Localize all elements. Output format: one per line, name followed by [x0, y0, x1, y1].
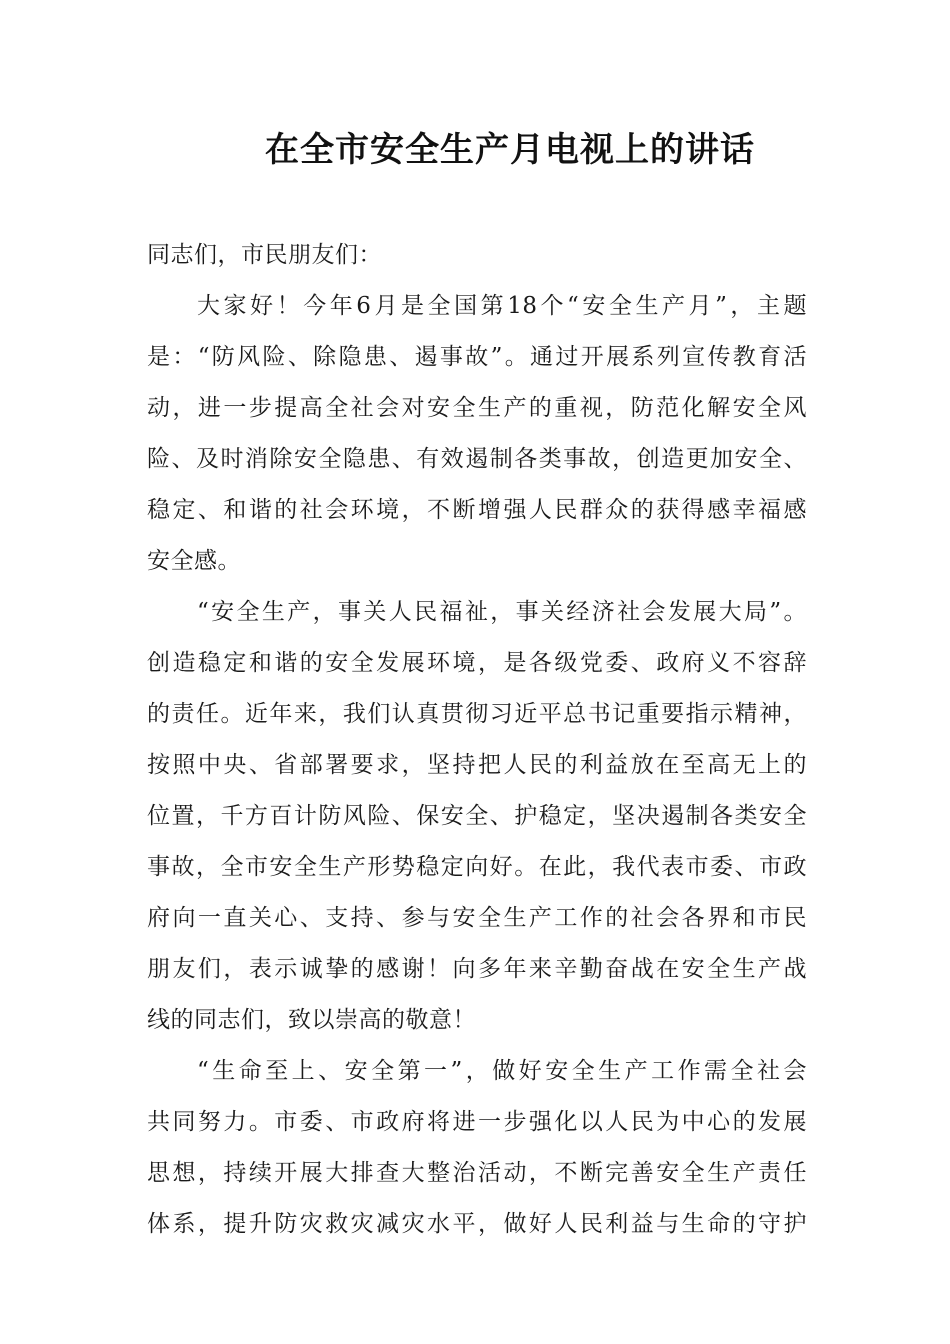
- paragraph-2-line-4: 按照中央、省部署要求，坚持把人民的利益放在至高无上的: [147, 752, 807, 778]
- paragraph-3-line-2: 共同努力。市委、市政府将进一步强化以人民为中心的发展: [147, 1109, 807, 1135]
- paragraph-3-line-3: 思想，持续开展大排查大整治活动，不断完善安全生产责任: [147, 1160, 807, 1186]
- paragraph-2-line-5: 位置，千方百计防风险、保安全、护稳定，坚决遏制各类安全: [147, 803, 807, 829]
- paragraph-2-line-3: 的责任。近年来，我们认真贯彻习近平总书记重要指示精神，: [147, 701, 807, 727]
- paragraph-2-line-9: 线的同志们，致以崇高的敬意！: [147, 1007, 476, 1033]
- paragraph-2-line-1: “安全生产，事关人民福祉，事关经济社会发展大局”。: [197, 599, 807, 625]
- paragraph-3-line-1: “生命至上、安全第一”，做好安全生产工作需全社会: [197, 1058, 807, 1084]
- document-title: 在全市安全生产月电视上的讲话: [265, 130, 755, 170]
- paragraph-1-line-4: 险、及时消除安全隐患、有效遏制各类事故，创造更加安全、: [147, 446, 807, 472]
- paragraph-2-line-2: 创造稳定和谐的安全发展环境，是各级党委、政府义不容辞: [147, 650, 807, 676]
- paragraph-1-line-6: 安全感。: [147, 548, 241, 574]
- paragraph-3-line-4: 体系，提升防灾救灾减灾水平，做好人民利益与生命的守护: [147, 1211, 807, 1237]
- paragraph-1-line-1: 大家好！今年6月是全国第18个“安全生产月”，主题: [197, 293, 807, 319]
- paragraph-2-line-8: 朋友们，表示诚挚的感谢！向多年来辛勤奋战在安全生产战: [147, 956, 807, 982]
- paragraph-1-line-5: 稳定、和谐的社会环境，不断增强人民群众的获得感幸福感: [147, 497, 807, 523]
- document-body: [147, 230, 807, 1250]
- paragraph-2-line-6: 事故，全市安全生产形势稳定向好。在此，我代表市委、市政: [147, 854, 807, 880]
- paragraph-2-line-7: 府向一直关心、支持、参与安全生产工作的社会各界和市民: [147, 905, 807, 931]
- paragraph-1-line-2: 是：“防风险、除隐患、遏事故”。通过开展系列宣传教育活: [147, 344, 807, 370]
- salutation: 同志们，市民朋友们：: [147, 242, 382, 268]
- paragraph-1-line-3: 动，进一步提高全社会对安全生产的重视，防范化解安全风: [147, 395, 807, 421]
